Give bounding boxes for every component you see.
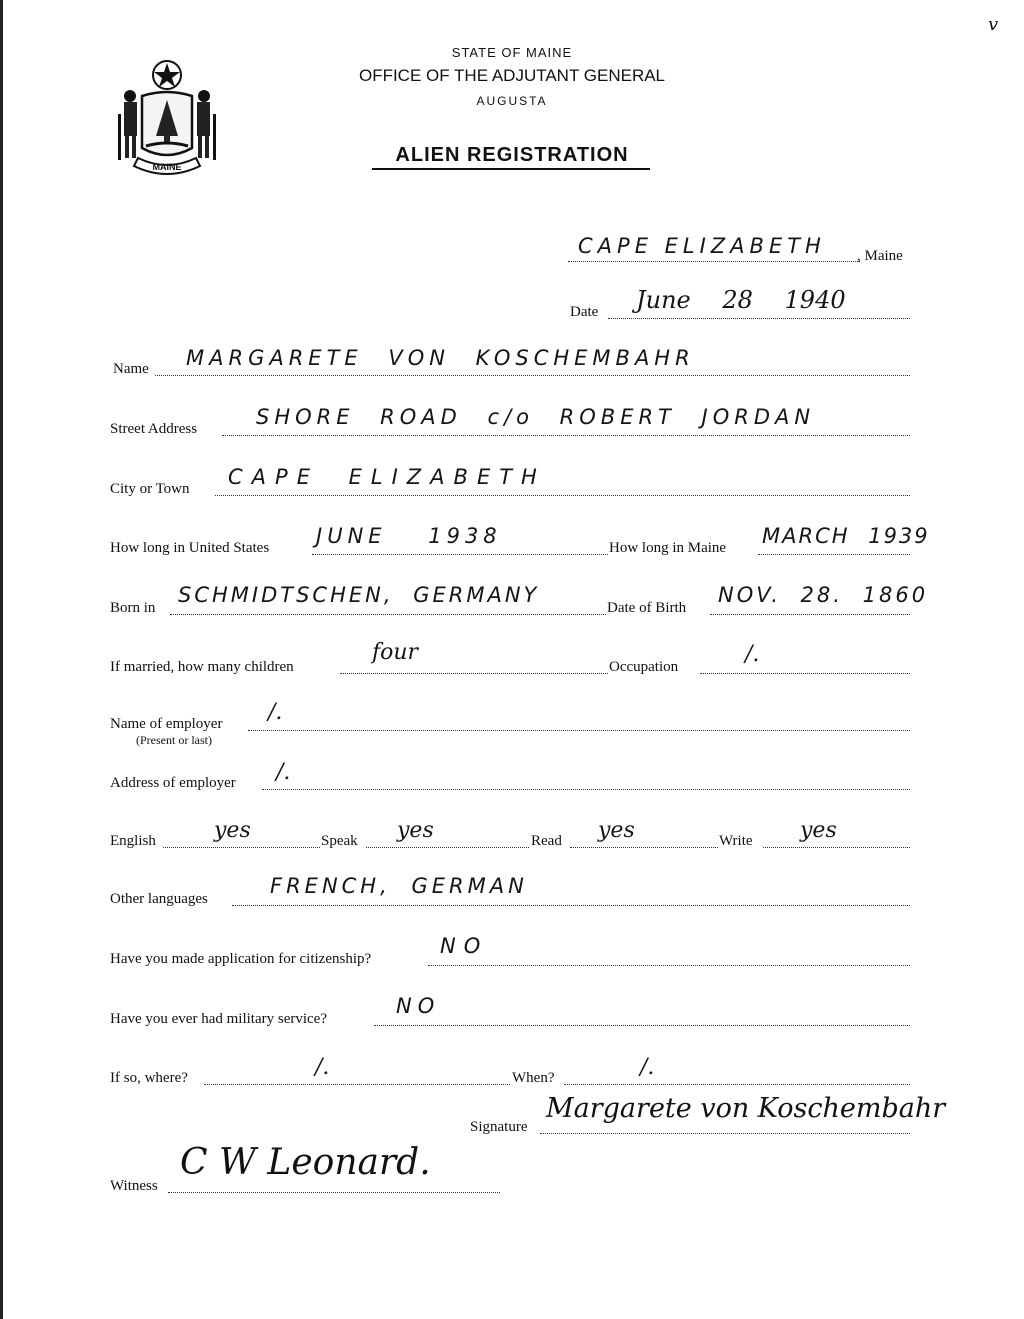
- corner-check-mark: v: [988, 14, 999, 35]
- children-dots: [340, 673, 608, 674]
- dob-label: Date of Birth: [607, 600, 687, 616]
- header-city: AUGUSTA: [476, 94, 548, 108]
- city-dots: [215, 495, 910, 496]
- us-duration-dots: [312, 554, 608, 555]
- military-value: NO: [396, 994, 441, 1018]
- employer-address-label: Address of employer: [110, 775, 236, 791]
- header-office: OFFICE OF THE ADJUTANT GENERAL: [358, 66, 666, 85]
- form-title: ALIEN REGISTRATION: [395, 144, 629, 166]
- street-label: Street Address: [110, 421, 198, 437]
- born-label: Born in: [110, 600, 156, 616]
- header-state: STATE OF MAINE: [451, 45, 573, 60]
- name-label: Name: [113, 361, 149, 377]
- other-languages-value: FRENCH, GERMAN: [270, 874, 528, 898]
- signature-label: Signature: [470, 1119, 528, 1135]
- title-underline: [372, 168, 650, 170]
- seal-motto-text: MAINE: [152, 162, 182, 172]
- english-label: English: [110, 833, 156, 849]
- maine-duration-value: MARCH 1939: [762, 524, 930, 548]
- signature-dots: [540, 1133, 910, 1134]
- citizenship-dots: [428, 965, 910, 966]
- when-label: When?: [512, 1070, 555, 1086]
- write-label: Write: [719, 833, 753, 849]
- employer-dots: [248, 730, 910, 731]
- street-value: SHORE ROAD c/o ROBERT JORDAN: [256, 405, 816, 429]
- location-suffix: , Maine: [857, 248, 903, 264]
- when-value: /.: [640, 1055, 655, 1080]
- signature-value: Margarete von Koschembahr: [546, 1093, 946, 1124]
- maine-duration-label: How long in Maine: [609, 540, 727, 556]
- us-duration-value: JUNE 1938: [316, 524, 502, 548]
- date-label: Date: [570, 304, 599, 320]
- employer-value: /.: [268, 700, 283, 725]
- witness-dots: [168, 1192, 500, 1193]
- employer-address-dots: [262, 789, 910, 790]
- when-dots: [564, 1084, 910, 1085]
- maine-duration-dots: [758, 554, 910, 555]
- occupation-value: /.: [745, 642, 760, 667]
- location-dots: [568, 261, 860, 262]
- military-dots: [374, 1025, 910, 1026]
- read-dots: [570, 847, 718, 848]
- street-dots: [222, 435, 910, 436]
- employer-address-value: /.: [276, 760, 291, 785]
- born-dots: [170, 614, 606, 615]
- write-value: yes: [800, 818, 837, 843]
- read-label: Read: [531, 833, 562, 849]
- citizenship-label: Have you made application for citizenship?: [110, 951, 372, 967]
- english-dots: [163, 847, 320, 848]
- witness-label: Witness: [110, 1178, 158, 1194]
- us-duration-label: How long in United States: [110, 540, 270, 556]
- speak-label: Speak: [321, 833, 358, 849]
- employer-label: Name of employer: [110, 716, 223, 732]
- english-value: yes: [214, 818, 251, 843]
- scan-border-left: [0, 0, 3, 1319]
- occupation-label: Occupation: [609, 659, 679, 675]
- date-dots: [608, 318, 910, 319]
- citizenship-value: NO: [440, 934, 489, 958]
- other-languages-label: Other languages: [110, 891, 208, 907]
- where-value: /.: [315, 1055, 330, 1080]
- speak-dots: [366, 847, 529, 848]
- dob-dots: [710, 614, 910, 615]
- city-label: City or Town: [110, 481, 190, 497]
- where-label: If so, where?: [110, 1070, 188, 1086]
- occupation-dots: [700, 673, 910, 674]
- military-label: Have you ever had military service?: [110, 1011, 327, 1027]
- name-dots: [155, 375, 910, 376]
- employer-sublabel: (Present or last): [136, 733, 212, 747]
- location-value: CAPE ELIZABETH: [578, 234, 826, 258]
- write-dots: [763, 847, 910, 848]
- dob-value: NOV. 28. 1860: [718, 583, 929, 607]
- name-value: MARGARETE VON KOSCHEMBAHR: [186, 346, 695, 370]
- where-dots: [204, 1084, 510, 1085]
- other-languages-dots: [232, 905, 910, 906]
- children-label: If married, how many children: [110, 659, 294, 675]
- read-value: yes: [598, 818, 635, 843]
- witness-value: C W Leonard.: [180, 1142, 431, 1183]
- children-value: four: [372, 640, 419, 665]
- date-value: June 28 1940: [636, 286, 846, 314]
- speak-value: yes: [397, 818, 434, 843]
- city-value: CAPE ELIZABETH: [228, 465, 546, 489]
- born-value: SCHMIDTSCHEN, GERMANY: [178, 583, 540, 607]
